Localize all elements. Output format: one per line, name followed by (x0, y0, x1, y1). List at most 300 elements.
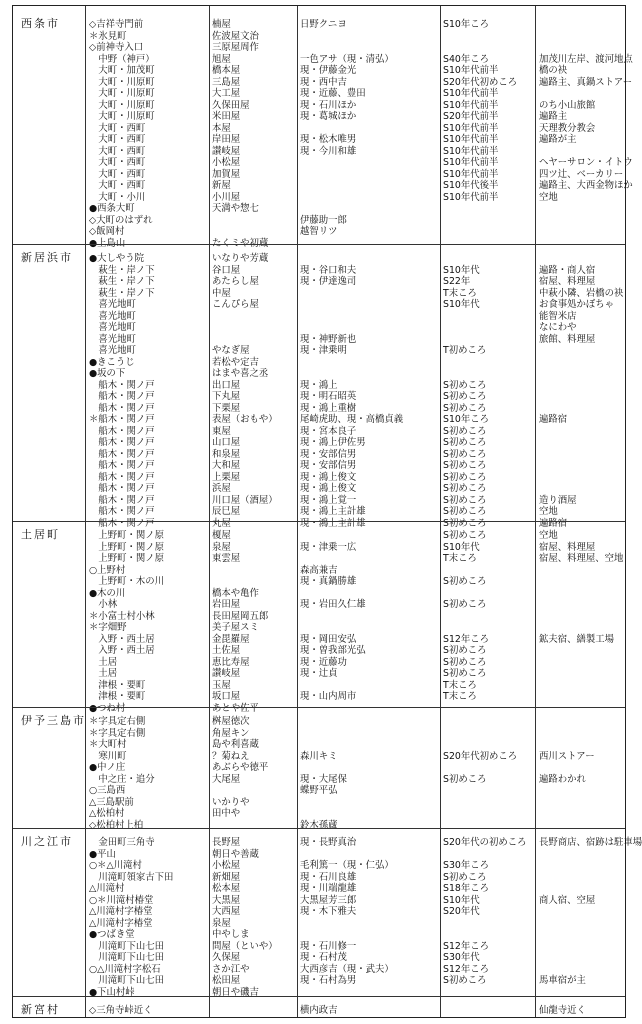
notes-cell: 遍路主、真鍋ストアー (539, 76, 633, 88)
table-row (13, 834, 642, 848)
table-row (13, 108, 625, 120)
table-row (13, 319, 625, 331)
table-row (13, 771, 625, 783)
notes-cell (539, 250, 627, 262)
location-cell: 船木・関ノ戸 (89, 506, 155, 517)
inn-name-cell: たくミや初蔵 (212, 237, 269, 249)
inn-name-cell: 和泉屋 (212, 448, 241, 460)
table-row (13, 926, 625, 938)
table-row (13, 177, 633, 191)
owner-cell: 現・岩田久仁雄 (300, 599, 366, 610)
notes-cell: 旅館、料理屋 (539, 333, 596, 345)
inn-name-cell: 若松や定吉 (212, 356, 259, 368)
inn-name-cell: 東雲屋 (212, 553, 241, 564)
period-cell: S10年ころ (443, 19, 490, 30)
table-row (13, 189, 625, 201)
owner-cell: 現・石村為男 (300, 975, 357, 986)
inn-name-cell: 讃岐屋 (212, 668, 241, 679)
period-cell: S初めころ (443, 448, 487, 460)
owner-cell (300, 308, 438, 320)
table-row (13, 354, 625, 366)
owner-cell: 日野クニヨ (300, 19, 347, 30)
inn-name-cell: 浜屋 (212, 483, 231, 494)
notes-cell (539, 665, 627, 677)
period-cell (443, 805, 533, 817)
inn-name-cell: 田中や (212, 808, 241, 819)
period-cell (443, 817, 533, 829)
table-row (13, 713, 625, 725)
notes-cell: 橋の袂 (539, 65, 568, 76)
inn-name-cell: 下丸屋 (212, 391, 241, 402)
owner-cell (300, 585, 438, 597)
table-row (13, 608, 625, 620)
notes-cell (539, 377, 627, 389)
period-cell (443, 331, 533, 343)
table-row (13, 28, 625, 40)
inn-name-cell: 大黒屋 (212, 894, 241, 906)
table-row (13, 550, 625, 562)
location-cell: ●上島山 (89, 237, 126, 249)
table-row (13, 365, 625, 377)
inn-name-cell: 大工屋 (212, 88, 241, 99)
period-cell: S初めころ (443, 391, 487, 402)
inn-name-cell: はまや喜之丞 (212, 368, 269, 379)
notes-cell (539, 817, 627, 829)
inn-name-cell: 米田屋 (212, 111, 241, 122)
notes-cell: 宿屋、料理屋 (539, 276, 596, 287)
inn-name-cell: 長野屋 (212, 837, 241, 848)
notes-cell (539, 39, 627, 51)
notes-cell (539, 342, 627, 354)
notes-cell (539, 562, 627, 574)
owner-cell (300, 28, 438, 40)
table-row (13, 469, 625, 481)
inn-name-cell: 桝屋徳次 (212, 716, 250, 727)
location-cell: ◇大町のはずれ (89, 214, 153, 226)
owner-cell (300, 250, 438, 262)
location-cell: ＊氷見町 (89, 30, 127, 42)
location-cell: ○△川滝村字松石 (89, 963, 161, 975)
notes-cell (539, 200, 627, 212)
inn-name-cell: 辰巳屋 (212, 506, 241, 517)
table-row (13, 748, 625, 760)
table-row (13, 51, 633, 65)
period-cell: S12年ころ (443, 940, 490, 952)
owner-cell (300, 725, 438, 737)
location-cell: ＊字畑野 (89, 622, 127, 633)
inn-name-cell (212, 319, 296, 331)
period-cell: S初めころ (443, 425, 487, 437)
period-cell (443, 365, 533, 377)
notes-cell (539, 212, 627, 224)
owner-cell: 現・宮本良子 (300, 425, 357, 437)
inn-name-cell: 大西屋 (212, 906, 241, 917)
owner-cell: 現・伊達逸司 (300, 276, 357, 287)
table-row (13, 154, 633, 168)
notes-cell: 遍路わかれ (539, 773, 586, 785)
notes-cell (539, 423, 627, 435)
period-cell: T末ころ (443, 691, 477, 702)
notes-cell: 馬車宿が主 (539, 975, 586, 986)
table-row (13, 903, 625, 915)
location-cell: ＊字具定右側 (89, 716, 146, 727)
notes-cell (539, 400, 627, 412)
table-row (13, 805, 625, 817)
period-cell (443, 984, 533, 996)
notes-cell (539, 388, 627, 400)
owner-cell: 現・川端龍雄 (300, 883, 357, 894)
notes-cell (539, 654, 627, 666)
table-row (13, 794, 625, 806)
inn-name-cell (212, 308, 296, 320)
table-row (13, 938, 625, 950)
period-cell: S初めころ (443, 975, 487, 986)
table-row (13, 527, 625, 539)
location-cell: 船木・関ノ戸 (89, 517, 155, 529)
owner-cell: 現・真鍋勝雄 (300, 576, 357, 587)
location-cell: ●中ノ庄 (89, 762, 126, 773)
table-row (13, 200, 625, 212)
period-cell (443, 915, 533, 927)
notes-cell (539, 642, 627, 654)
notes-cell: 四ツ辻、ベーカリー (539, 168, 624, 180)
table-row (13, 725, 625, 737)
inn-name-cell (212, 212, 296, 224)
owner-cell (300, 189, 438, 201)
owner-cell: 現・今川和雄 (300, 145, 357, 157)
owner-cell (300, 177, 438, 189)
owner-cell (300, 120, 438, 132)
inn-name-cell (212, 782, 296, 794)
owner-cell: 現・鴻上主計雄 (300, 506, 366, 517)
notes-cell: なにわや (539, 322, 577, 333)
owner-cell: 現・伊藤金光 (300, 65, 357, 76)
period-cell: S10年代 (443, 894, 480, 906)
period-cell: S40年ころ (443, 53, 490, 65)
period-cell: S初めころ (443, 645, 487, 656)
period-cell: S20年代初めころ (443, 76, 518, 88)
notes-cell (539, 619, 627, 631)
owner-cell (300, 354, 438, 366)
table-row (13, 869, 625, 881)
owner-cell: 現・木下雅夫 (300, 906, 357, 917)
notes-cell (539, 608, 627, 620)
location-cell: 川滝町下山七田 (89, 952, 165, 963)
owner-cell (300, 527, 438, 539)
location-cell: 川滝町領家古下田 (89, 871, 174, 883)
period-cell (443, 846, 533, 858)
location-cell: 津根・要町 (89, 679, 146, 691)
owner-cell: 現・葛城ほか (300, 111, 357, 122)
period-cell (443, 200, 533, 212)
period-cell (443, 319, 533, 331)
inn-name-cell: 東屋 (212, 425, 231, 437)
inn-name-cell: 玉屋 (212, 679, 231, 691)
period-cell: S10年代前半 (443, 157, 499, 168)
location-cell: 上野町・木の川 (89, 576, 165, 587)
owner-cell: 越智リツ (300, 226, 338, 237)
owner-cell: 森高兼吉 (300, 564, 338, 576)
notes-cell (539, 688, 627, 700)
period-cell: S10年代後半 (443, 180, 499, 191)
inn-name-cell: いなりや芳蔵 (212, 253, 269, 264)
table-row (13, 39, 625, 51)
period-cell: S30年代 (443, 952, 480, 963)
location-cell: ○＊△川滝村 (89, 860, 142, 871)
notes-cell (539, 903, 627, 915)
location-cell: 萩生・岸ノ下 (89, 264, 155, 276)
period-cell: T末ころ (443, 287, 477, 299)
notes-cell: 商人宿、空屋 (539, 894, 596, 906)
notes-cell: 仙龍寺近く (539, 1005, 586, 1016)
inn-name-cell (212, 331, 296, 343)
location-cell: 大町・西町 (89, 122, 146, 134)
period-cell: S10年代前半 (443, 99, 499, 111)
owner-cell: 現・安部信男 (300, 460, 357, 471)
owner-cell (300, 39, 438, 51)
owner-cell (300, 677, 438, 689)
notes-cell (539, 794, 627, 806)
period-cell (443, 736, 533, 748)
table-row (13, 166, 625, 178)
inn-name-cell: 島や利喜蔵 (212, 739, 259, 750)
notes-cell (539, 354, 627, 366)
period-cell: S20年代初めころ (443, 750, 518, 762)
notes-cell (539, 805, 627, 817)
location-cell: 大町・西町 (89, 145, 146, 157)
table-row (13, 400, 625, 412)
inn-name-cell: 三原屋周作 (212, 42, 259, 53)
period-cell: S10年代前半 (443, 122, 499, 134)
inn-name-cell: 岩田屋 (212, 599, 241, 610)
city-name: 西条市 (21, 17, 60, 30)
location-cell: ●大しやう院 (89, 253, 145, 264)
inn-name-cell (212, 817, 296, 829)
period-cell: S初めころ (443, 483, 487, 494)
table-row (13, 423, 625, 435)
inn-name-cell: 佐波屋文治 (212, 30, 259, 42)
notes-cell (539, 736, 627, 748)
inn-name-cell: 岸田屋 (212, 134, 241, 145)
table-row (13, 120, 625, 132)
location-cell: △川滝村字椿堂 (89, 906, 153, 917)
period-cell: S初めころ (443, 437, 487, 448)
notes-cell (539, 869, 627, 881)
table-row (13, 857, 625, 869)
table-row (13, 596, 625, 608)
owner-cell (300, 713, 438, 725)
owner-cell: 大黒屋芳三郎 (300, 894, 357, 906)
notes-cell: 長野商店、宿跡は駐車場 (539, 837, 642, 848)
inn-name-cell: 橋本や亀作 (212, 587, 259, 599)
location-cell: ○三島西 (89, 785, 126, 796)
location-cell: 大町・西町 (89, 168, 146, 180)
location-cell: △三島駅前 (89, 796, 134, 808)
table-row (13, 296, 625, 308)
period-cell: S30年ころ (443, 860, 490, 871)
owner-cell: 現・鴻上俊文 (300, 471, 357, 483)
location-cell: 喜光地町 (89, 310, 136, 322)
owner-cell (300, 285, 438, 297)
owner-cell: 大西彦吉（現・武夫） (300, 963, 394, 975)
inn-name-cell: 恵比寿屋 (212, 656, 250, 668)
table-row (13, 984, 625, 996)
period-cell: S初めころ (443, 379, 487, 391)
table-row (13, 759, 625, 771)
owner-cell (300, 319, 438, 331)
table-row (13, 817, 625, 829)
section-divider (13, 828, 625, 829)
location-cell: 萩生・岸ノ下 (89, 276, 155, 287)
location-cell: ◇飯岡村 (89, 226, 125, 237)
period-cell: S10年代前半 (443, 88, 499, 99)
period-cell: S12年ころ (443, 633, 490, 645)
notes-cell: 西川ストアー (539, 750, 595, 762)
location-cell: ◇松柏村上柏 (89, 819, 144, 831)
owner-cell: 尾崎虎助、現・高橋貞義 (300, 414, 404, 425)
location-cell: 上野町・関ノ原 (89, 553, 165, 564)
inn-name-cell (212, 223, 296, 235)
notes-cell (539, 700, 627, 712)
owner-cell: 蝶野平弘 (300, 785, 338, 796)
table-row (13, 434, 625, 446)
inn-name-cell: さか江や (212, 963, 250, 975)
inn-name-cell: 上栗屋 (212, 471, 241, 483)
owner-cell (300, 915, 438, 927)
table-row (13, 16, 625, 28)
owner-cell: 毛利篤一（現・仁弘） (300, 860, 394, 871)
location-cell: 入野・西土居 (89, 633, 155, 645)
table-row (13, 446, 625, 458)
table-row (13, 411, 625, 423)
location-cell: ●平山 (89, 848, 116, 860)
inn-name-cell: 泉屋 (212, 541, 231, 553)
period-cell: S10年代前半 (443, 145, 499, 157)
location-cell: ◇吉祥寺門前 (89, 19, 144, 30)
notes-cell (539, 365, 627, 377)
location-cell: 上野町・関ノ原 (89, 530, 165, 541)
location-cell: 船木・関ノ戸 (89, 402, 155, 414)
inn-name-cell: 朝日や善蔵 (212, 848, 259, 860)
period-cell (443, 700, 533, 712)
table-row (13, 562, 625, 574)
period-cell: S初めころ (443, 517, 487, 529)
location-cell: 入野・西土居 (89, 645, 155, 656)
city-name: 伊予三島市 (21, 714, 86, 727)
inn-name-cell: 美子屋スミ (212, 622, 259, 633)
inn-name-cell (212, 562, 296, 574)
period-cell: S20年代 (443, 906, 480, 917)
location-cell: ◇三角寺峠近く (89, 1005, 153, 1016)
inn-name-cell: 泉屋 (212, 917, 231, 929)
inn-name-cell: 旭屋 (212, 53, 231, 65)
owner-cell: 現・石川修一 (300, 940, 357, 952)
section-divider (13, 707, 625, 708)
location-cell: 大町・加茂町 (89, 65, 155, 76)
inn-name-cell: 本屋 (212, 122, 231, 134)
period-cell: T初めころ (443, 345, 487, 356)
location-cell: ●下山村峠 (89, 986, 135, 998)
table-row (13, 892, 625, 904)
inn-name-cell: 長田屋岡五郎 (212, 610, 269, 622)
period-cell: S10年代 (443, 299, 480, 310)
period-cell: S初めころ (443, 494, 487, 506)
location-cell: 土居 (89, 656, 118, 668)
notes-cell: 空地 (539, 506, 558, 517)
location-cell: 川滝町下山七田 (89, 975, 165, 986)
period-cell: S18年ころ (443, 883, 490, 894)
period-cell: S22年 (443, 276, 471, 287)
period-cell: S初めころ (443, 656, 487, 668)
owner-cell (300, 805, 438, 817)
location-cell: 土居 (89, 668, 118, 679)
period-cell (443, 725, 533, 737)
table-row (13, 1002, 625, 1014)
period-cell: S10年代前半 (443, 134, 499, 145)
location-cell: 大町・川原町 (89, 99, 155, 111)
period-cell: S初めころ (443, 668, 487, 679)
notes-cell (539, 469, 627, 481)
location-cell: 大町・小川 (89, 191, 146, 203)
owner-cell (300, 619, 438, 631)
table-row (13, 62, 625, 74)
owner-cell: 現・神野新也 (300, 333, 357, 345)
table-row (13, 342, 625, 354)
owner-cell (300, 926, 438, 938)
inn-name-cell: 土佐屋 (212, 645, 241, 656)
inn-name-cell: 榎屋 (212, 530, 231, 541)
location-cell: ●坂の下 (89, 368, 126, 379)
period-cell (443, 223, 533, 235)
location-cell: ＊船木・関ノ戸 (89, 414, 155, 425)
inn-name-cell: あぶらや徳平 (212, 762, 269, 773)
inn-name-cell: 出口屋 (212, 379, 241, 391)
table-row (13, 97, 625, 109)
period-cell: S12年ころ (443, 963, 490, 975)
notes-cell: のち小山旅館 (539, 99, 596, 111)
notes-cell (539, 926, 627, 938)
inn-name-cell: こんぴら屋 (212, 299, 259, 310)
inn-name-cell: 久保田屋 (212, 99, 250, 111)
table-row (13, 972, 625, 984)
table-row (13, 654, 625, 666)
owner-cell (300, 759, 438, 771)
table-row (13, 949, 625, 961)
owner-cell: 森川キミ (300, 750, 338, 762)
notes-cell (539, 915, 627, 927)
inn-name-cell: やなぎ屋 (212, 345, 250, 356)
owner-cell (300, 846, 438, 858)
period-cell: S初めころ (443, 471, 487, 483)
period-cell (443, 619, 533, 631)
inn-name-cell: 丸屋 (212, 517, 231, 529)
inn-name-cell: 小川屋 (212, 191, 241, 203)
city-name: 川之江市 (21, 835, 73, 848)
notes-cell (539, 984, 627, 996)
inn-name-cell: 松本屋 (212, 883, 241, 894)
notes-cell (539, 434, 627, 446)
table-row (13, 262, 625, 274)
inn-name-cell: 金毘羅屋 (212, 633, 250, 645)
inn-name-cell (212, 573, 296, 585)
inn-name-cell: 朝日や磯吉 (212, 986, 259, 998)
notes-cell: 遍路が主 (539, 134, 577, 145)
owner-cell: 現・谷口和夫 (300, 264, 357, 276)
inn-name-cell: 谷口屋 (212, 264, 241, 276)
period-cell: S20年代前半 (443, 111, 499, 122)
inn-name-cell: 角屋キン (212, 727, 250, 739)
notes-cell (539, 846, 627, 858)
